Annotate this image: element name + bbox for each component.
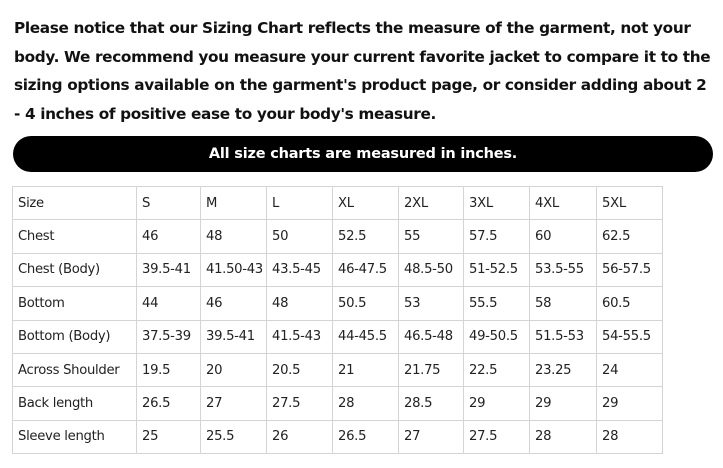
table-cell: 55.5 bbox=[464, 287, 530, 320]
table-cell: 60.5 bbox=[597, 287, 663, 320]
sizing-notice: Please notice that our Sizing Chart reflects the measure of the garment, not your body. We recommend you measure your current favorite jacket to compare it to the sizing options available on the garment's product page, or consider adding about 2 - 4 inches of positive ease to your body's measure. bbox=[14, 19, 711, 123]
table-cell: 50 bbox=[267, 220, 333, 253]
table-cell: 37.5-39 bbox=[137, 320, 201, 353]
table-cell: 39.5-41 bbox=[137, 253, 201, 286]
table-cell: 28 bbox=[530, 420, 597, 453]
table-cell: 26.5 bbox=[333, 420, 399, 453]
table-cell: 41.50-43 bbox=[201, 253, 267, 286]
table-cell: 27 bbox=[399, 420, 464, 453]
table-cell: 58 bbox=[530, 287, 597, 320]
table-cell: 52.5 bbox=[333, 220, 399, 253]
table-cell: Across Shoulder bbox=[13, 353, 137, 386]
header-cell: XL bbox=[333, 187, 399, 220]
table-cell: Bottom (Body) bbox=[13, 320, 137, 353]
table-row bbox=[13, 353, 663, 386]
table-cell: 29 bbox=[530, 387, 597, 420]
table-cell: 24 bbox=[597, 353, 663, 386]
table-cell: 56-57.5 bbox=[597, 253, 663, 286]
table-cell: 28 bbox=[333, 387, 399, 420]
banner-text: All size charts are measured in inches. bbox=[208, 146, 518, 162]
table-cell: Chest bbox=[13, 220, 137, 253]
header-cell: S bbox=[137, 187, 201, 220]
table-row bbox=[13, 220, 663, 253]
header-cell: 4XL bbox=[530, 187, 597, 220]
measurement-banner bbox=[13, 136, 713, 172]
table-cell: 29 bbox=[597, 387, 663, 420]
table-cell: 27 bbox=[201, 387, 267, 420]
table-cell: Back length bbox=[13, 387, 137, 420]
table-header-row bbox=[13, 187, 663, 220]
table-cell: 51.5-53 bbox=[530, 320, 597, 353]
table-cell: 44 bbox=[137, 287, 201, 320]
table-cell: 21 bbox=[333, 353, 399, 386]
table-cell: 53 bbox=[399, 287, 464, 320]
table-cell: 57.5 bbox=[464, 220, 530, 253]
table-cell: 41.5-43 bbox=[267, 320, 333, 353]
table-cell: 25.5 bbox=[201, 420, 267, 453]
table-cell: 54-55.5 bbox=[597, 320, 663, 353]
table-cell: 50.5 bbox=[333, 287, 399, 320]
header-cell: L bbox=[267, 187, 333, 220]
table-cell: 49-50.5 bbox=[464, 320, 530, 353]
size-chart-table bbox=[12, 186, 663, 454]
size-chart-body bbox=[13, 187, 663, 454]
table-cell: Sleeve length bbox=[13, 420, 137, 453]
table-cell: 29 bbox=[464, 387, 530, 420]
header-cell: M bbox=[201, 187, 267, 220]
table-cell: 39.5-41 bbox=[201, 320, 267, 353]
table-cell: 28 bbox=[597, 420, 663, 453]
table-cell: 48 bbox=[267, 287, 333, 320]
table-cell: Bottom bbox=[13, 287, 137, 320]
header-cell: 5XL bbox=[597, 187, 663, 220]
table-cell: 28.5 bbox=[399, 387, 464, 420]
table-cell: 43.5-45 bbox=[267, 253, 333, 286]
table-cell: 51-52.5 bbox=[464, 253, 530, 286]
table-cell: 62.5 bbox=[597, 220, 663, 253]
table-cell: 46.5-48 bbox=[399, 320, 464, 353]
table-cell: 44-45.5 bbox=[333, 320, 399, 353]
table-cell: 19.5 bbox=[137, 353, 201, 386]
header-cell: Size bbox=[13, 187, 137, 220]
table-cell: 48 bbox=[201, 220, 267, 253]
table-cell: 26.5 bbox=[137, 387, 201, 420]
table-cell: 25 bbox=[137, 420, 201, 453]
table-row bbox=[13, 253, 663, 286]
table-cell: 26 bbox=[267, 420, 333, 453]
table-row bbox=[13, 320, 663, 353]
header-cell: 3XL bbox=[464, 187, 530, 220]
table-cell: 27.5 bbox=[464, 420, 530, 453]
table-cell: 46-47.5 bbox=[333, 253, 399, 286]
table-cell: 20.5 bbox=[267, 353, 333, 386]
table-cell: 46 bbox=[137, 220, 201, 253]
table-cell: 60 bbox=[530, 220, 597, 253]
table-cell: 48.5-50 bbox=[399, 253, 464, 286]
table-cell: 23.25 bbox=[530, 353, 597, 386]
table-cell: 46 bbox=[201, 287, 267, 320]
table-row bbox=[13, 287, 663, 320]
table-cell: 22.5 bbox=[464, 353, 530, 386]
table-cell: 27.5 bbox=[267, 387, 333, 420]
table-cell: 53.5-55 bbox=[530, 253, 597, 286]
header-cell: 2XL bbox=[399, 187, 464, 220]
table-row bbox=[13, 420, 663, 453]
table-cell: 21.75 bbox=[399, 353, 464, 386]
table-cell: Chest (Body) bbox=[13, 253, 137, 286]
table-cell: 20 bbox=[201, 353, 267, 386]
table-row bbox=[13, 387, 663, 420]
table-cell: 55 bbox=[399, 220, 464, 253]
